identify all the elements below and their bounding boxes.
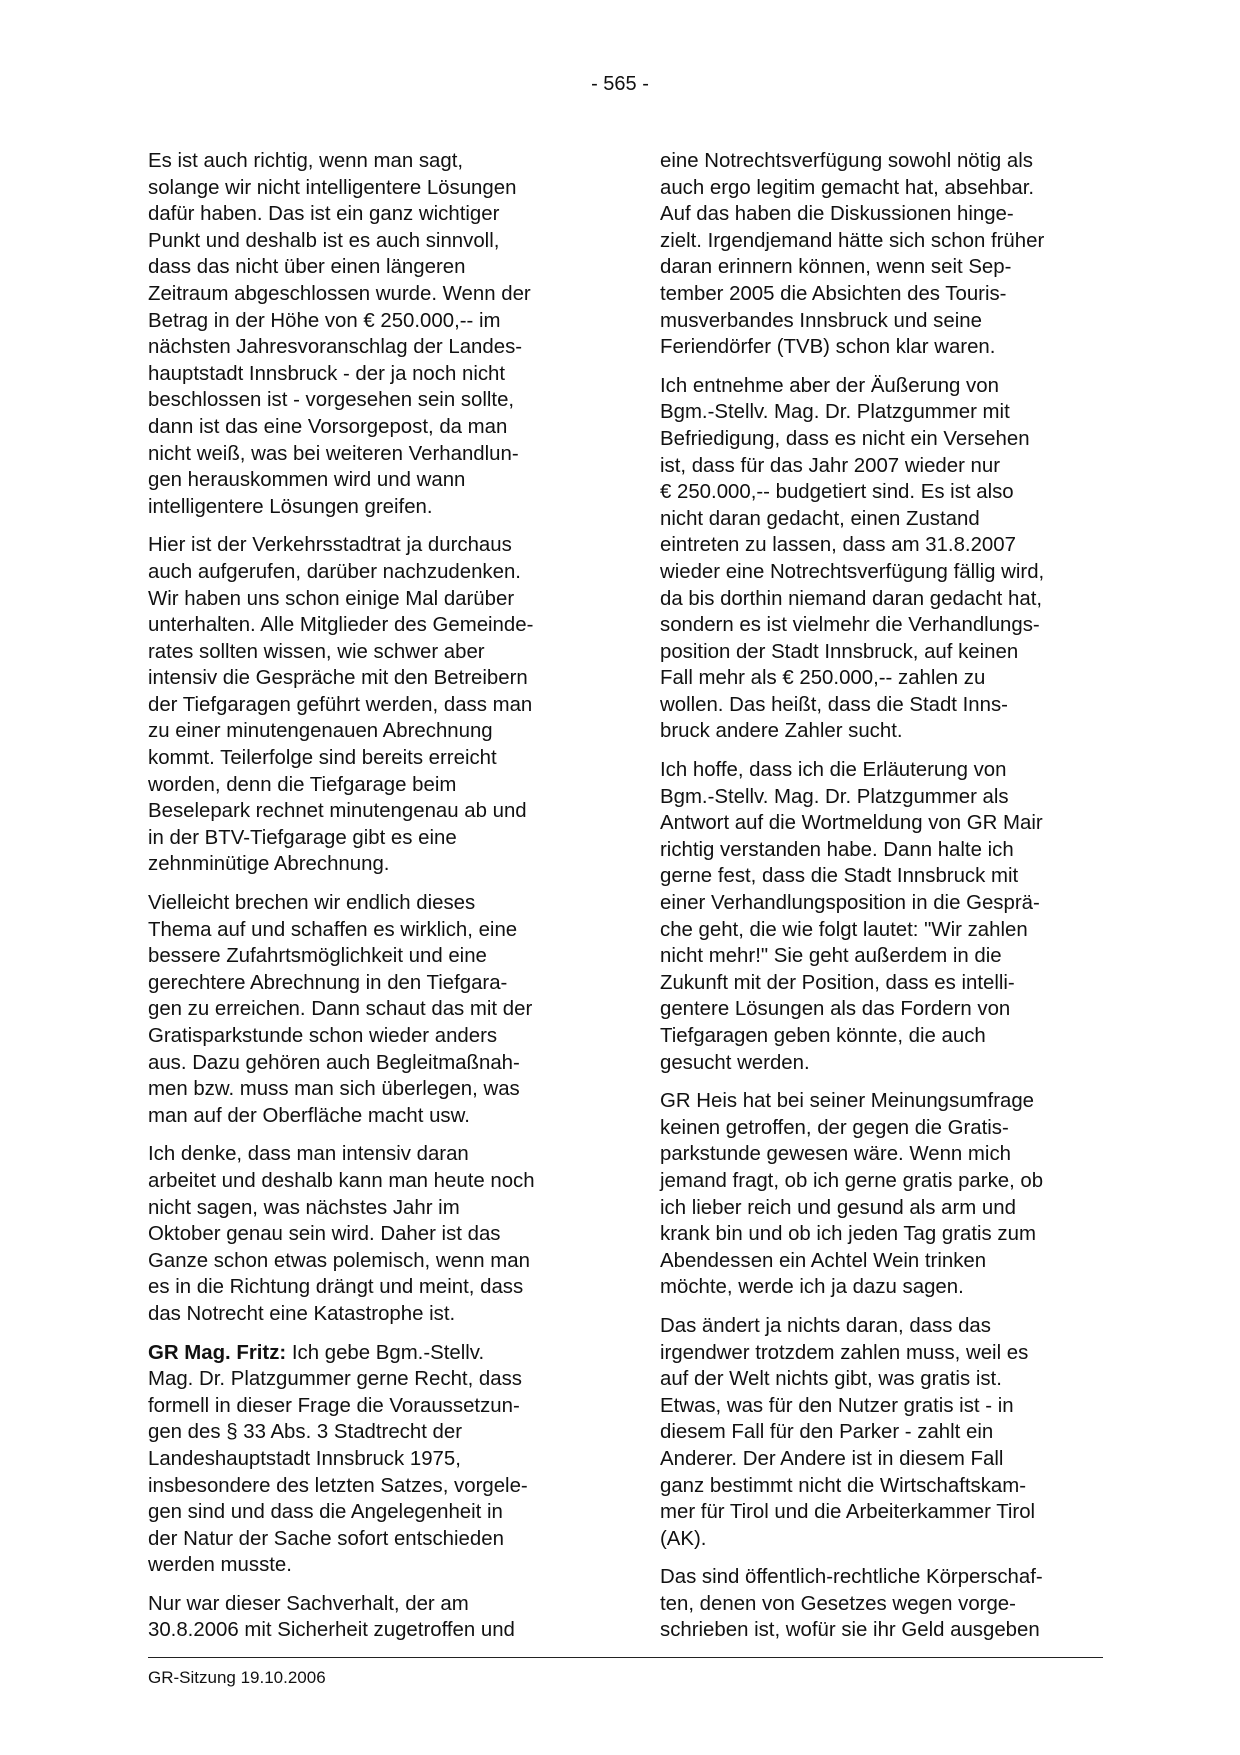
text-line: Zeitraum abgeschlossen wurde. Wenn der bbox=[148, 282, 531, 305]
text-line: insbesondere des letzten Satzes, vorgele- bbox=[148, 1474, 528, 1497]
text-line: das Notrecht eine Katastrophe ist. bbox=[148, 1302, 456, 1325]
text-line: zielt. Irgendjemand hätte sich schon früher bbox=[660, 229, 1045, 252]
text-line: bruck andere Zahler sucht. bbox=[660, 720, 903, 743]
text-line: nicht mehr!" Sie geht außerdem in die bbox=[660, 945, 1002, 968]
text-line: Auf das haben die Diskussionen hinge- bbox=[660, 203, 1014, 226]
text-line: mer für Tirol und die Arbeiterkammer Tirol bbox=[660, 1501, 1036, 1524]
text-line: dafür haben. Das ist ein ganz wichtiger bbox=[148, 203, 500, 226]
page-number: - 565 - bbox=[591, 73, 649, 95]
text-line: Es ist auch richtig, wenn man sagt, bbox=[148, 150, 464, 172]
text-line: einer Verhandlungsposition in die Gesprä- bbox=[660, 892, 1040, 915]
text-line: hauptstadt Innsbruck - der ja noch nicht bbox=[148, 362, 506, 385]
text-line: gen sind und dass die Angelegenheit in bbox=[148, 1501, 503, 1524]
text-line: zu einer minutengenauen Abrechnung bbox=[148, 720, 493, 743]
text-line: ganz bestimmt nicht die Wirtschaftskam- bbox=[660, 1474, 1027, 1497]
text-line: intensiv die Gespräche mit den Betreibern bbox=[148, 667, 528, 690]
text-line: nicht sagen, was nächstes Jahr im bbox=[148, 1196, 460, 1219]
text-line: Nur war dieser Sachverhalt, der am bbox=[148, 1592, 469, 1615]
text-line: rates sollten wissen, wie schwer aber bbox=[148, 640, 485, 663]
footer-session-date: GR-Sitzung 19.10.2006 bbox=[148, 1668, 326, 1687]
paragraph bbox=[660, 1313, 1105, 1552]
paragraph bbox=[148, 890, 600, 1129]
text-line: Wir haben uns schon einige Mal darüber bbox=[148, 587, 515, 610]
text-line: es in die Richtung drängt und meint, dass bbox=[148, 1276, 524, 1299]
text-line: Fall mehr als € 250.000,-- zahlen zu bbox=[660, 667, 986, 690]
text-line: musverbandes Innsbruck und seine bbox=[660, 309, 982, 332]
text-line: gerechtere Abrechnung in den Tiefgara- bbox=[148, 971, 508, 994]
left-column bbox=[148, 148, 600, 1656]
text-line: auch aufgerufen, darüber nachzudenken. bbox=[148, 560, 521, 583]
text-line: Ich hoffe, dass ich die Erläuterung von bbox=[660, 759, 1007, 782]
text-line: Oktober genau sein wird. Daher ist das bbox=[148, 1223, 501, 1246]
text-line: bessere Zufahrtsmöglichkeit und eine bbox=[148, 945, 487, 968]
paragraph bbox=[148, 148, 600, 520]
text-line: da bis dorthin niemand daran gedacht hat, bbox=[660, 587, 1043, 610]
text-line: kommt. Teilerfolge sind bereits erreicht bbox=[148, 747, 497, 770]
text-line: gerne fest, dass die Stadt Innsbruck mit bbox=[660, 865, 1019, 888]
text-line: GR Heis hat bei seiner Meinungsumfrage bbox=[660, 1090, 1035, 1113]
text-line: gesucht werden. bbox=[660, 1051, 810, 1074]
text-line bbox=[148, 1340, 600, 1367]
text-line: gen herauskommen wird und wann bbox=[148, 469, 466, 492]
text-line: sondern es ist vielmehr die Verhandlungs- bbox=[660, 614, 1040, 637]
text-line: jemand fragt, ob ich gerne gratis parke, ob bbox=[660, 1169, 1044, 1192]
text-line: Mag. Dr. Platzgummer gerne Recht, dass bbox=[148, 1368, 522, 1391]
text-line: irgendwer trotzdem zahlen muss, weil es bbox=[660, 1341, 1029, 1364]
text-line: Zukunft mit der Position, dass es intelli- bbox=[660, 971, 1015, 994]
text-line: Betrag in der Höhe von € 250.000,-- im bbox=[148, 309, 501, 332]
text-line: krank bin und ob ich jeden Tag gratis zum bbox=[660, 1223, 1036, 1246]
text-line: tember 2005 die Absichten des Touris- bbox=[660, 282, 1007, 305]
text-line: aus. Dazu gehören auch Begleitmaßnah- bbox=[148, 1051, 520, 1074]
text-line: in der BTV-Tiefgarage gibt es eine bbox=[148, 826, 457, 849]
paragraph bbox=[148, 1591, 600, 1644]
text-line: Beselepark rechnet minutengenau ab und bbox=[148, 800, 527, 823]
text-line: Antwort auf die Wortmeldung von GR Mair bbox=[660, 812, 1043, 835]
text-line: richtig verstanden habe. Dann halte ich bbox=[660, 838, 1014, 861]
text-line: diesem Fall für den Parker - zahlt ein bbox=[660, 1421, 994, 1444]
text-line: nicht weiß, was bei weiteren Verhandlun- bbox=[148, 442, 519, 465]
text-line: Bgm.-Stellv. Mag. Dr. Platzgummer als bbox=[660, 785, 1009, 808]
text-line: man auf der Oberfläche macht usw. bbox=[148, 1104, 470, 1127]
text-line: Gratisparkstunde schon wieder anders bbox=[148, 1025, 498, 1047]
text-line: Ich denke, dass man intensiv daran bbox=[148, 1143, 469, 1166]
text-line: dass das nicht über einen längeren bbox=[148, 256, 466, 279]
paragraph bbox=[660, 1088, 1105, 1301]
text-line: Befriedigung, dass es nicht ein Versehen bbox=[660, 427, 1030, 450]
text-line: Thema auf und schaffen es wirklich, eine bbox=[148, 918, 518, 941]
paragraph bbox=[660, 373, 1105, 745]
text-line: position der Stadt Innsbruck, auf keinen bbox=[660, 640, 1019, 663]
speaker-line-text: Ich gebe Bgm.-Stellv. bbox=[286, 1341, 485, 1364]
text-line: Bgm.-Stellv. Mag. Dr. Platzgummer mit bbox=[660, 401, 1010, 424]
text-line: 30.8.2006 mit Sicherheit zugetroffen und bbox=[148, 1619, 515, 1642]
footer-divider bbox=[148, 1657, 1103, 1658]
text-line: eintreten zu lassen, dass am 31.8.2007 bbox=[660, 534, 1016, 557]
text-line: auch ergo legitim gemacht hat, absehbar. bbox=[660, 176, 1035, 199]
text-line: Etwas, was für den Nutzer gratis ist - in bbox=[660, 1394, 1014, 1417]
text-line: che geht, die wie folgt lautet: "Wir zahlen bbox=[660, 918, 1028, 941]
paragraph bbox=[148, 1340, 600, 1579]
text-line: unterhalten. Alle Mitglieder des Gemeinde- bbox=[148, 614, 534, 637]
text-line: formell in dieser Frage die Voraussetzun- bbox=[148, 1394, 520, 1417]
text-line: der Natur der Sache sofort entschieden bbox=[148, 1527, 504, 1550]
text-line: nicht daran gedacht, einen Zustand bbox=[660, 507, 980, 530]
text-line: gentere Lösungen als das Fordern von bbox=[660, 998, 1011, 1021]
text-line: ten, denen von Gesetzes wegen vorge- bbox=[660, 1592, 1016, 1615]
text-line: € 250.000,-- budgetiert sind. Es ist also bbox=[660, 481, 1014, 504]
text-line: zehnminütige Abrechnung. bbox=[148, 853, 390, 876]
paragraph bbox=[660, 1564, 1105, 1644]
text-line: werden musste. bbox=[148, 1554, 292, 1577]
text-line: beschlossen ist - vorgesehen sein sollte, bbox=[148, 389, 515, 412]
text-line: solange wir nicht intelligentere Lösungen bbox=[148, 176, 517, 199]
text-line: schrieben ist, wofür sie ihr Geld ausgeben bbox=[660, 1619, 1040, 1642]
text-line: wollen. Das heißt, dass die Stadt Inns- bbox=[660, 693, 1008, 716]
speaker-name: GR Mag. Fritz: bbox=[148, 1341, 287, 1364]
text-line: daran erinnern können, wenn seit Sep- bbox=[660, 256, 1012, 279]
paragraph bbox=[148, 532, 600, 878]
text-line: dann ist das eine Vorsorgepost, da man bbox=[148, 415, 508, 438]
text-line: worden, denn die Tiefgarage beim bbox=[148, 773, 457, 796]
paragraph bbox=[660, 757, 1105, 1076]
text-line: gen zu erreichen. Dann schaut das mit der bbox=[148, 998, 533, 1021]
text-line: Abendessen ein Achtel Wein trinken bbox=[660, 1249, 987, 1272]
text-line: möchte, werde ich ja dazu sagen. bbox=[660, 1276, 964, 1299]
text-line: Ich entnehme aber der Äußerung von bbox=[660, 374, 999, 397]
text-line: Vielleicht brechen wir endlich dieses bbox=[148, 892, 476, 915]
text-line: Tiefgaragen geben könnte, die auch bbox=[660, 1025, 986, 1047]
text-line: ist, dass für das Jahr 2007 wieder nur bbox=[660, 454, 1001, 477]
text-line: ich lieber reich und gesund als arm und bbox=[660, 1196, 1016, 1219]
text-line: Ganze schon etwas polemisch, wenn man bbox=[148, 1249, 530, 1272]
text-line: (AK). bbox=[660, 1527, 707, 1550]
text-line: parkstunde gewesen wäre. Wenn mich bbox=[660, 1143, 1011, 1166]
text-line: wieder eine Notrechtsverfügung fällig wird, bbox=[660, 560, 1045, 583]
text-line: auf der Welt nichts gibt, was gratis ist. bbox=[660, 1368, 1002, 1391]
text-line: Anderer. Der Andere ist in diesem Fall bbox=[660, 1447, 1004, 1470]
text-line: gen des § 33 Abs. 3 Stadtrecht der bbox=[148, 1421, 463, 1444]
text-line: Hier ist der Verkehrsstadtrat ja durchaus bbox=[148, 534, 512, 557]
text-line: Punkt und deshalb ist es auch sinnvoll, bbox=[148, 229, 500, 252]
text-line: Das ändert ja nichts daran, dass das bbox=[660, 1314, 991, 1337]
paragraph bbox=[660, 148, 1105, 361]
text-line: men bzw. muss man sich überlegen, was bbox=[148, 1078, 520, 1101]
text-line: Landeshauptstadt Innsbruck 1975, bbox=[148, 1447, 461, 1470]
paragraph bbox=[148, 1141, 600, 1327]
text-line: Das sind öffentlich-rechtliche Körperschaf- bbox=[660, 1566, 1043, 1589]
text-line: nächsten Jahresvoranschlag der Landes- bbox=[148, 336, 523, 359]
text-line: eine Notrechtsverfügung sowohl nötig als bbox=[660, 150, 1033, 172]
text-line: der Tiefgaragen geführt werden, dass man bbox=[148, 693, 533, 716]
text-line: arbeitet und deshalb kann man heute noch bbox=[148, 1169, 535, 1192]
text-line: keinen getroffen, der gegen die Gratis- bbox=[660, 1116, 1009, 1139]
text-line: intelligentere Lösungen greifen. bbox=[148, 495, 433, 518]
right-column bbox=[660, 148, 1105, 1656]
text-line: Feriendörfer (TVB) schon klar waren. bbox=[660, 336, 996, 359]
